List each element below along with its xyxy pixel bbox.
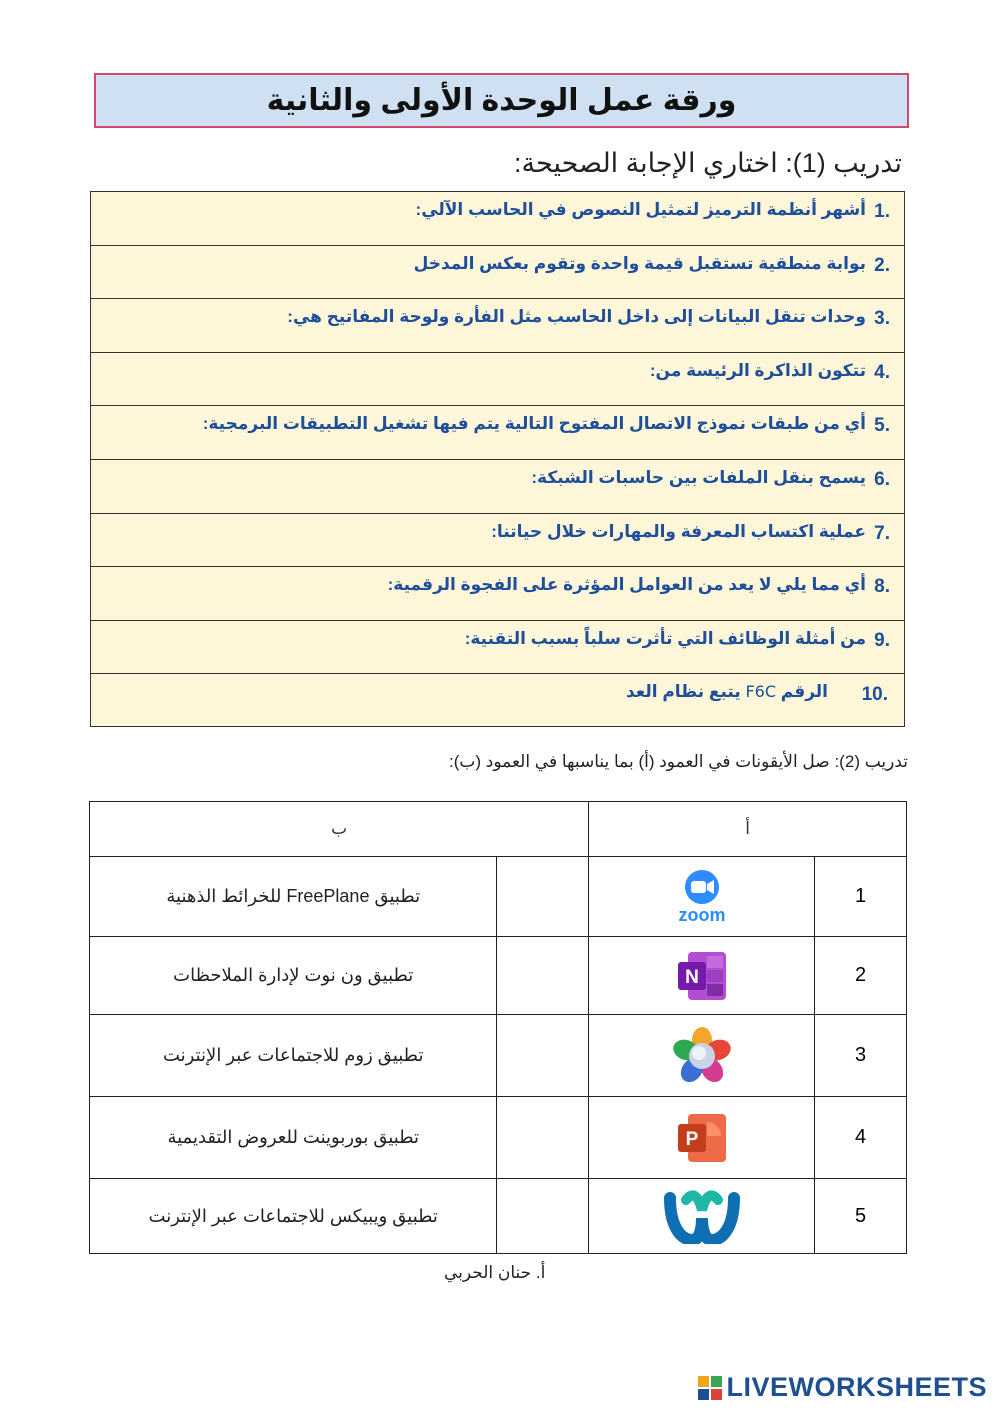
question-text: من أمثلة الوظائف التي تأثرت سلباً بسبب التقنية: xyxy=(464,628,866,648)
liveworksheets-logo-text: LIVEWORKSHEETS xyxy=(726,1372,987,1402)
question-row-7[interactable] xyxy=(91,514,904,568)
icon-cell xyxy=(589,857,815,937)
question-number: 4. xyxy=(874,361,890,383)
answer-cell[interactable] xyxy=(497,1015,589,1097)
question-text: بوابة منطقية تستقبل قيمة واحدة وتقوم بعكس المدخل xyxy=(413,253,866,273)
onenote-icon xyxy=(674,950,730,1002)
row-number: 4 xyxy=(815,1097,907,1179)
question-row-1[interactable] xyxy=(91,192,904,246)
question-text: عملية اكتساب المعرفة والمهارات خلال حياتنا: xyxy=(491,521,866,541)
question-row-4[interactable] xyxy=(91,353,904,407)
liveworksheets-logo[interactable] xyxy=(698,1372,987,1403)
question-row-10[interactable] xyxy=(91,674,904,728)
question-row-8[interactable] xyxy=(91,567,904,621)
answer-cell[interactable] xyxy=(497,1097,589,1179)
question-number: 3. xyxy=(874,308,890,330)
icon-cell xyxy=(589,937,815,1015)
column-a-header: أ xyxy=(589,802,907,857)
question-text: أي مما يلي لا يعد من العوامل المؤثرة على الفجوة الرقمية: xyxy=(387,575,866,595)
description-cell: تطبيق FreePlane للخرائط الذهنية xyxy=(90,857,497,937)
question-number: 8. xyxy=(874,576,890,598)
question-text: وحدات تنقل البيانات إلى داخل الحاسب مثل الفأرة ولوحة المفاتيح هي: xyxy=(287,307,866,327)
onenote-icon-label: N xyxy=(684,966,699,988)
description-cell: تطبيق ون نوت لإدارة الملاحظات xyxy=(90,937,497,1015)
question-row-5[interactable] xyxy=(91,406,904,460)
question-number: 2. xyxy=(874,254,890,276)
question-text: يسمح بنقل الملفات بين حاسبات الشبكة: xyxy=(531,467,866,487)
question-number: 10. xyxy=(861,684,888,706)
row-number: 1 xyxy=(815,857,907,937)
zoom-icon xyxy=(667,869,737,925)
description-cell: تطبيق زوم للاجتماعات عبر الإنترنت xyxy=(90,1015,497,1097)
answer-cell[interactable] xyxy=(497,937,589,1015)
question-row-6[interactable] xyxy=(91,460,904,514)
exercise2-heading: تدريب (2): صل الأيقونات في العمود (أ) بما يناسبها في العمود (ب): xyxy=(449,752,908,771)
answer-cell[interactable] xyxy=(497,857,589,937)
question-row-2[interactable] xyxy=(91,246,904,300)
question-text xyxy=(626,682,828,701)
matching-row-4 xyxy=(90,1097,907,1179)
row-number: 3 xyxy=(815,1015,907,1097)
icon-cell xyxy=(589,1097,815,1179)
question-row-3[interactable] xyxy=(91,299,904,353)
powerpoint-icon-label: P xyxy=(685,1128,699,1150)
worksheet-title: ورقة عمل الوحدة الأولى والثانية xyxy=(266,84,737,117)
worksheet-title-box xyxy=(94,73,909,128)
exercise1-heading: تدريب (1): اختاري الإجابة الصحيحة: xyxy=(514,148,902,178)
description-cell: تطبيق ويبيكس للاجتماعات عبر الإنترنت xyxy=(90,1179,497,1254)
answer-cell[interactable] xyxy=(497,1179,589,1254)
question-10-suffix: يتبع نظام العد xyxy=(625,682,741,702)
question-number: 1. xyxy=(874,201,890,222)
matching-row-1 xyxy=(90,857,907,937)
freeplane-icon xyxy=(672,1026,732,1086)
zoom-icon-label: zoom xyxy=(678,904,726,925)
matching-row-2 xyxy=(90,937,907,1015)
question-number: 5. xyxy=(874,415,890,437)
exercise1-question-table xyxy=(90,191,905,727)
description-cell: تطبيق بوربوينت للعروض التقديمية xyxy=(90,1097,497,1179)
matching-row-5 xyxy=(90,1179,907,1254)
question-10-prefix: الرقم xyxy=(780,682,828,702)
liveworksheets-logo-icon xyxy=(698,1376,722,1400)
webex-icon xyxy=(664,1188,740,1244)
author-name: أ. حنان الحربي xyxy=(444,1263,546,1282)
matching-header-row xyxy=(90,802,907,857)
question-number: 7. xyxy=(874,522,890,544)
exercise2-matching-table xyxy=(89,801,907,1254)
row-number: 2 xyxy=(815,937,907,1015)
question-text: أي من طبقات نموذج الاتصال المفتوح التالية يتم فيها تشغيل التطبيقات البرمجية: xyxy=(202,414,866,434)
question-10-code: F6C xyxy=(745,682,777,702)
column-b-header: ب xyxy=(90,802,589,857)
question-row-9[interactable] xyxy=(91,621,904,675)
icon-cell xyxy=(589,1179,815,1254)
question-text: تتكون الذاكرة الرئيسة من: xyxy=(649,360,866,380)
icon-cell xyxy=(589,1015,815,1097)
question-number: 9. xyxy=(874,629,890,651)
matching-row-3 xyxy=(90,1015,907,1097)
question-text: أشهر أنظمة الترميز لتمثيل النصوص في الحاسب الآلي: xyxy=(415,200,866,219)
question-number: 6. xyxy=(874,468,890,490)
powerpoint-icon xyxy=(674,1112,730,1164)
row-number: 5 xyxy=(815,1179,907,1254)
